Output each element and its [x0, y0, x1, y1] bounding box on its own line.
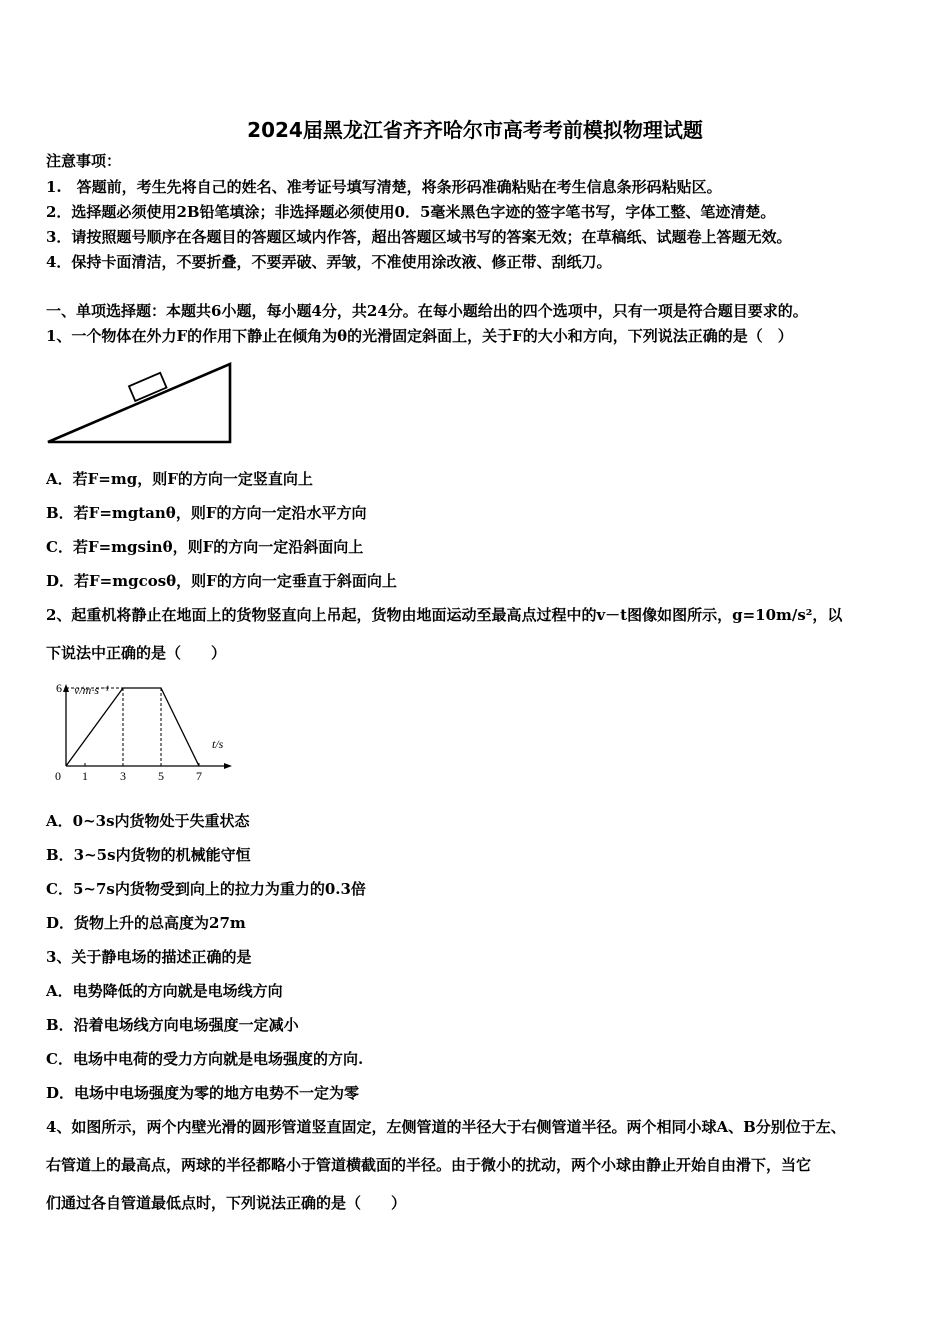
q1-option-c: C．若F=mgsinθ，则F的方向一定沿斜面向上	[46, 538, 364, 556]
q2-stem-line1: 2、起重机将静止在地面上的货物竖直向上吊起，货物由地面运动至最高点过程中的v－t图像如图所示，g=10m/s²，以	[46, 606, 843, 624]
x-tick-label-0: 0	[55, 769, 61, 783]
x-tick-label-1: 1	[82, 769, 88, 783]
q1-option-d: D．若F=mgcosθ，则F的方向一定垂直于斜面向上	[46, 572, 397, 590]
q3-option-c: C．电场中电荷的受力方向就是电场强度的方向.	[46, 1050, 364, 1068]
q2-option-a: A．0~3s内货物处于失重状态	[46, 812, 250, 830]
q3-option-d: D．电场中电场强度为零的地方电势不一定为零	[46, 1084, 360, 1102]
q4-line3: 们通过各自管道最低点时，下列说法正确的是（ ）	[46, 1194, 407, 1212]
section-heading: 一、单项选择题：本题共6小题，每小题4分，共24分。在每小题给出的四个选项中，只有一项是符合题目要求的。	[46, 302, 808, 320]
x-tick-label-5: 5	[158, 769, 164, 783]
q4-line2: 右管道上的最高点，两球的半径都略小于管道横截面的半径。由于微小的扰动，两个小球由静止开始自由滑下，当它	[46, 1156, 812, 1174]
q3-option-a: A．电势降低的方向就是电场线方向	[46, 982, 283, 1000]
incline-figure	[40, 356, 250, 456]
vt-series-line	[66, 688, 199, 766]
q2-option-c: C．5~7s内货物受到向上的拉力为重力的0.3倍	[46, 880, 366, 898]
exam-title: 2024届黑龙江省齐齐哈尔市高考考前模拟物理试题	[247, 118, 703, 142]
q1-option-a: A．若F=mg，则F的方向一定竖直向上	[46, 470, 313, 488]
notice-item-2: 2．选择题必须使用2B铅笔填涂；非选择题必须使用0．5毫米黑色字迹的签字笔书写，字体工整、笔迹清楚。	[46, 203, 776, 221]
q3-stem: 3、关于静电场的描述正确的是	[46, 948, 252, 966]
y-axis-label: v/m·s⁻¹	[74, 683, 109, 697]
notice-item-4: 4．保持卡面清洁，不要折叠，不要弄破、弄皱，不准使用涂改液、修正带、刮纸刀。	[46, 253, 612, 271]
q2-option-b: B．3~5s内货物的机械能守恒	[46, 846, 251, 864]
vt-graph	[48, 680, 248, 783]
notice-item-1: 1. 答题前，考生先将自己的姓名、准考证号填写清楚，将条形码准确粘贴在考生信息条形码粘贴区。	[46, 178, 722, 196]
block	[129, 373, 167, 401]
notice-item-3: 3．请按照题号顺序在各题目的答题区域内作答，超出答题区域书写的答案无效；在草稿纸、试题卷上答题无效。	[46, 228, 792, 246]
q2-option-d: D．货物上升的总高度为27m	[46, 914, 246, 932]
notice-heading: 注意事项：	[46, 152, 122, 170]
incline-triangle	[48, 364, 230, 442]
x-axis-arrow	[224, 763, 232, 769]
x-tick-label-3: 3	[120, 769, 126, 783]
x-axis-label: t/s	[212, 737, 224, 751]
q1-stem: 1、一个物体在外力F的作用下静止在倾角为θ的光滑固定斜面上，关于F的大小和方向，下列说法正确的是（ ）	[46, 327, 793, 345]
q2-stem-line2: 下说法中正确的是（ ）	[46, 644, 227, 662]
x-tick-label-7: 7	[196, 769, 202, 783]
q3-option-b: B．沿着电场线方向电场强度一定减小	[46, 1016, 299, 1034]
q1-option-b: B．若F=mgtanθ，则F的方向一定沿水平方向	[46, 504, 367, 522]
q4-line1: 4、如图所示，两个内壁光滑的圆形管道竖直固定，左侧管道的半径大于右侧管道半径。两个相同小球A、B分别位于左、	[46, 1118, 846, 1136]
y-tick-label-6: 6	[56, 681, 62, 695]
